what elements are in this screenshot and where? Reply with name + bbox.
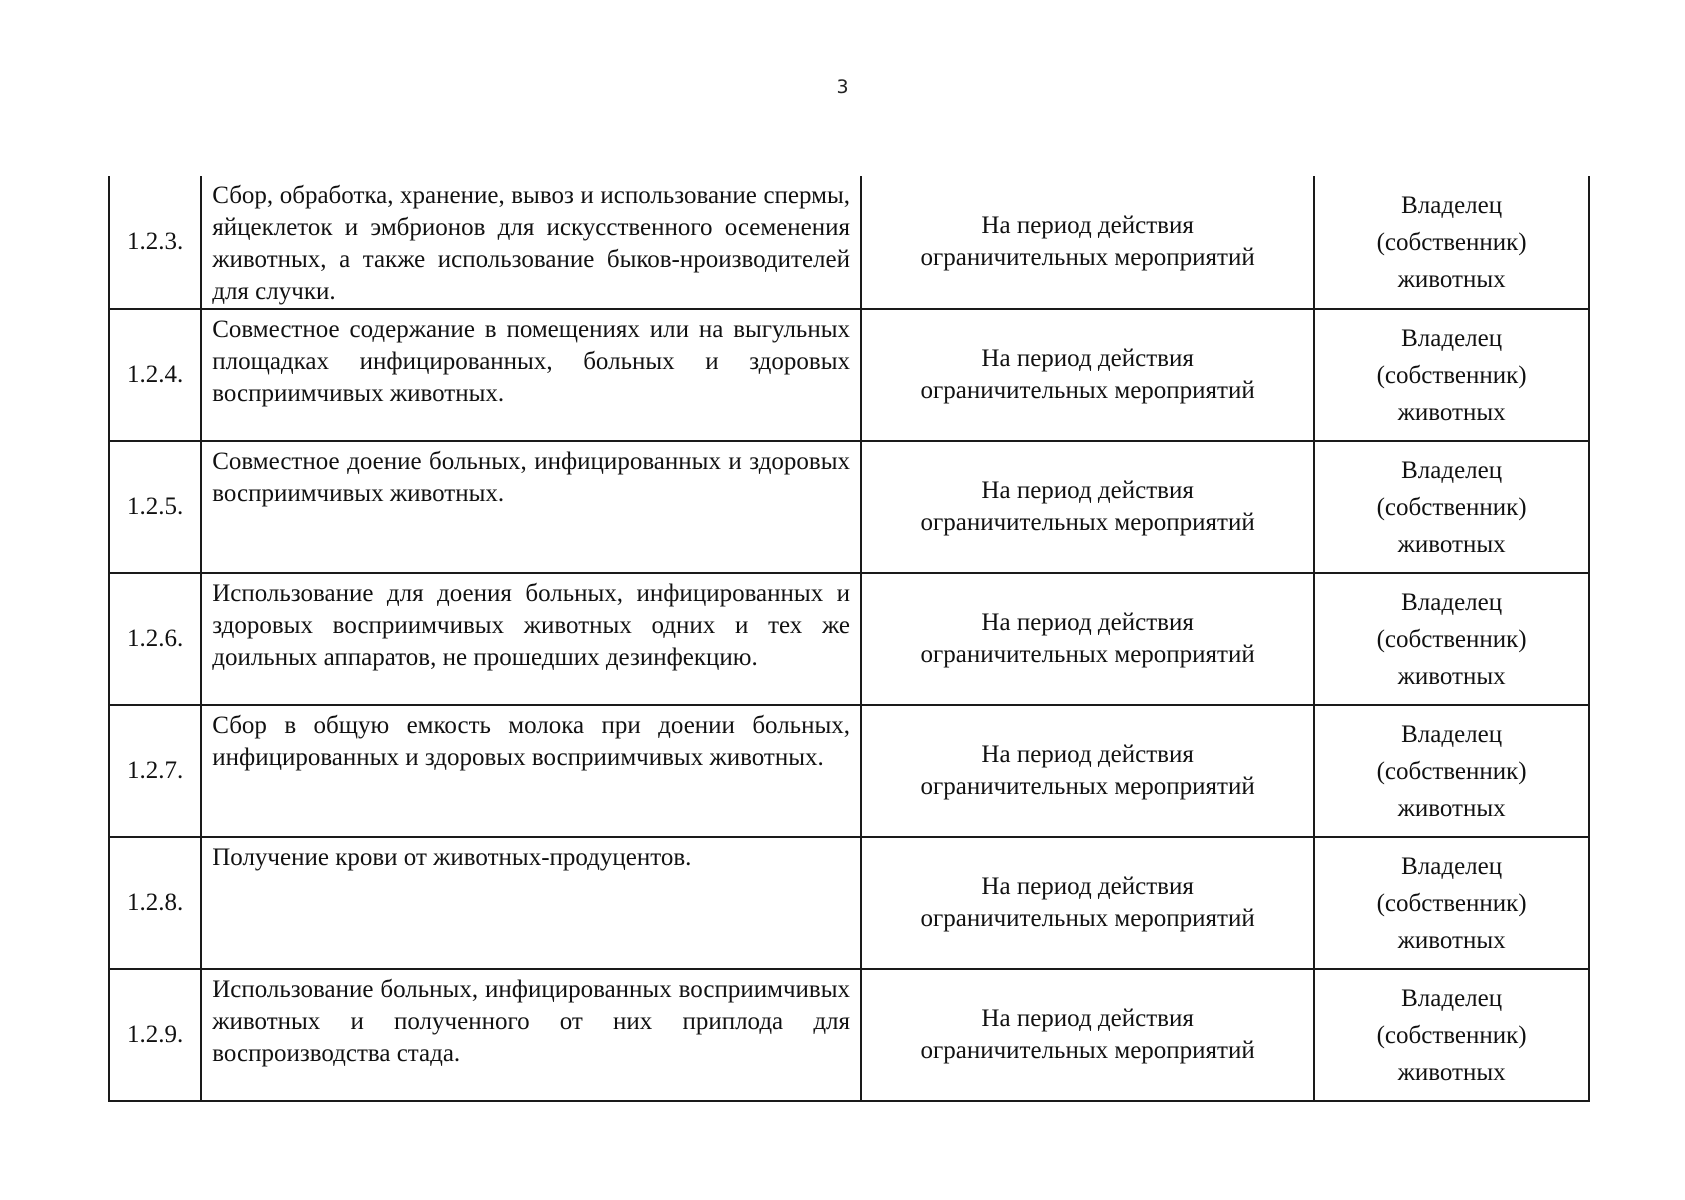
responsible-party bbox=[1314, 837, 1589, 969]
measure-description-text: Совместное доение больных, инфицированных и здоровых восприимчивых животных. bbox=[212, 448, 851, 507]
item-number: 1.2.7. bbox=[109, 705, 201, 837]
measure-description bbox=[201, 969, 861, 1101]
measure-description-text: Сбор, обработка, хранение, вывоз и использование спермы, яйцеклеток и эмбрионов для искусственного осеменения животных, а также использование быков-нроизводителей для случки. bbox=[212, 182, 851, 305]
responsible-line: животных bbox=[1397, 926, 1506, 954]
item-number: 1.2.4. bbox=[109, 309, 201, 441]
responsible-party bbox=[1314, 573, 1589, 705]
responsible-line: Владелец bbox=[1401, 456, 1503, 484]
responsible-line: (собственник) bbox=[1376, 493, 1527, 521]
term-line: На период действия bbox=[981, 741, 1194, 768]
responsible-line: животных bbox=[1397, 662, 1506, 690]
measure-term bbox=[861, 176, 1314, 309]
table-row bbox=[109, 309, 1589, 441]
responsible-line: Владелец bbox=[1401, 720, 1503, 748]
responsible-party bbox=[1314, 176, 1589, 309]
term-line: На период действия bbox=[981, 1005, 1194, 1032]
item-number: 1.2.5. bbox=[109, 441, 201, 573]
measure-description bbox=[201, 441, 861, 573]
page-number: 3 bbox=[836, 76, 849, 98]
item-number: 1.2.3. bbox=[109, 176, 201, 309]
table-row bbox=[109, 176, 1589, 309]
term-line: ограничительных мероприятий bbox=[920, 905, 1255, 932]
measure-description bbox=[201, 176, 861, 309]
table-row bbox=[109, 441, 1589, 573]
responsible-party bbox=[1314, 969, 1589, 1101]
measure-description-text: Совместное содержание в помещениях или на выгульных площадках инфицированных, больных и здоровых восприимчивых животных. bbox=[212, 316, 851, 407]
responsible-line: животных bbox=[1397, 530, 1506, 558]
responsible-line: (собственник) bbox=[1376, 228, 1527, 256]
responsible-party bbox=[1314, 441, 1589, 573]
responsible-line: Владелец bbox=[1401, 324, 1503, 352]
responsible-line: животных bbox=[1397, 265, 1506, 293]
term-line: ограничительных мероприятий bbox=[920, 773, 1255, 800]
term-line: ограничительных мероприятий bbox=[920, 509, 1255, 536]
measure-description-text: Использование больных, инфицированных восприимчивых животных и полученного от них приплода для воспроизводства стада. bbox=[212, 976, 851, 1067]
measure-term bbox=[861, 705, 1314, 837]
term-line: На период действия bbox=[981, 609, 1194, 636]
term-line: ограничительных мероприятий bbox=[920, 1037, 1255, 1064]
table-row bbox=[109, 573, 1589, 705]
item-number: 1.2.6. bbox=[109, 573, 201, 705]
responsible-line: животных bbox=[1397, 794, 1506, 822]
table-row bbox=[109, 969, 1589, 1101]
measure-description-text: Сбор в общую емкость молока при доении больных, инфицированных и здоровых восприимчивых животных. bbox=[212, 712, 851, 771]
responsible-line: животных bbox=[1397, 398, 1506, 426]
term-line: На период действия bbox=[981, 873, 1194, 900]
term-line: ограничительных мероприятий bbox=[920, 641, 1255, 668]
measure-description bbox=[201, 573, 861, 705]
term-line: ограничительных мероприятий bbox=[920, 377, 1255, 404]
item-number: 1.2.8. bbox=[109, 837, 201, 969]
responsible-line: Владелец bbox=[1401, 191, 1503, 219]
responsible-line: (собственник) bbox=[1376, 625, 1527, 653]
measure-description bbox=[201, 837, 861, 969]
table-row bbox=[109, 837, 1589, 969]
measures-table bbox=[108, 176, 1590, 1102]
item-number: 1.2.9. bbox=[109, 969, 201, 1101]
measure-term bbox=[861, 573, 1314, 705]
measure-description-text: Получение крови от животных-продуцентов. bbox=[212, 844, 692, 871]
responsible-line: животных bbox=[1397, 1058, 1506, 1086]
measure-term bbox=[861, 969, 1314, 1101]
measure-description bbox=[201, 309, 861, 441]
table-row bbox=[109, 705, 1589, 837]
responsible-line: Владелец bbox=[1401, 852, 1503, 880]
responsible-line: (собственник) bbox=[1376, 361, 1527, 389]
term-line: На период действия bbox=[981, 212, 1194, 239]
responsible-party bbox=[1314, 705, 1589, 837]
measure-description-text: Использование для доения больных, инфицированных и здоровых восприимчивых животных одних и тех же доильных аппаратов, не прошедших дезинфекцию. bbox=[212, 580, 851, 671]
term-line: ограничительных мероприятий bbox=[920, 244, 1255, 271]
responsible-line: Владелец bbox=[1401, 588, 1503, 616]
term-line: На период действия bbox=[981, 477, 1194, 504]
responsible-line: (собственник) bbox=[1376, 757, 1527, 785]
responsible-line: Владелец bbox=[1401, 984, 1503, 1012]
measure-term bbox=[861, 309, 1314, 441]
responsible-line: (собственник) bbox=[1376, 889, 1527, 917]
measure-term bbox=[861, 837, 1314, 969]
term-line: На период действия bbox=[981, 345, 1194, 372]
responsible-party bbox=[1314, 309, 1589, 441]
measure-description bbox=[201, 705, 861, 837]
measure-term bbox=[861, 441, 1314, 573]
responsible-line: (собственник) bbox=[1376, 1021, 1527, 1049]
